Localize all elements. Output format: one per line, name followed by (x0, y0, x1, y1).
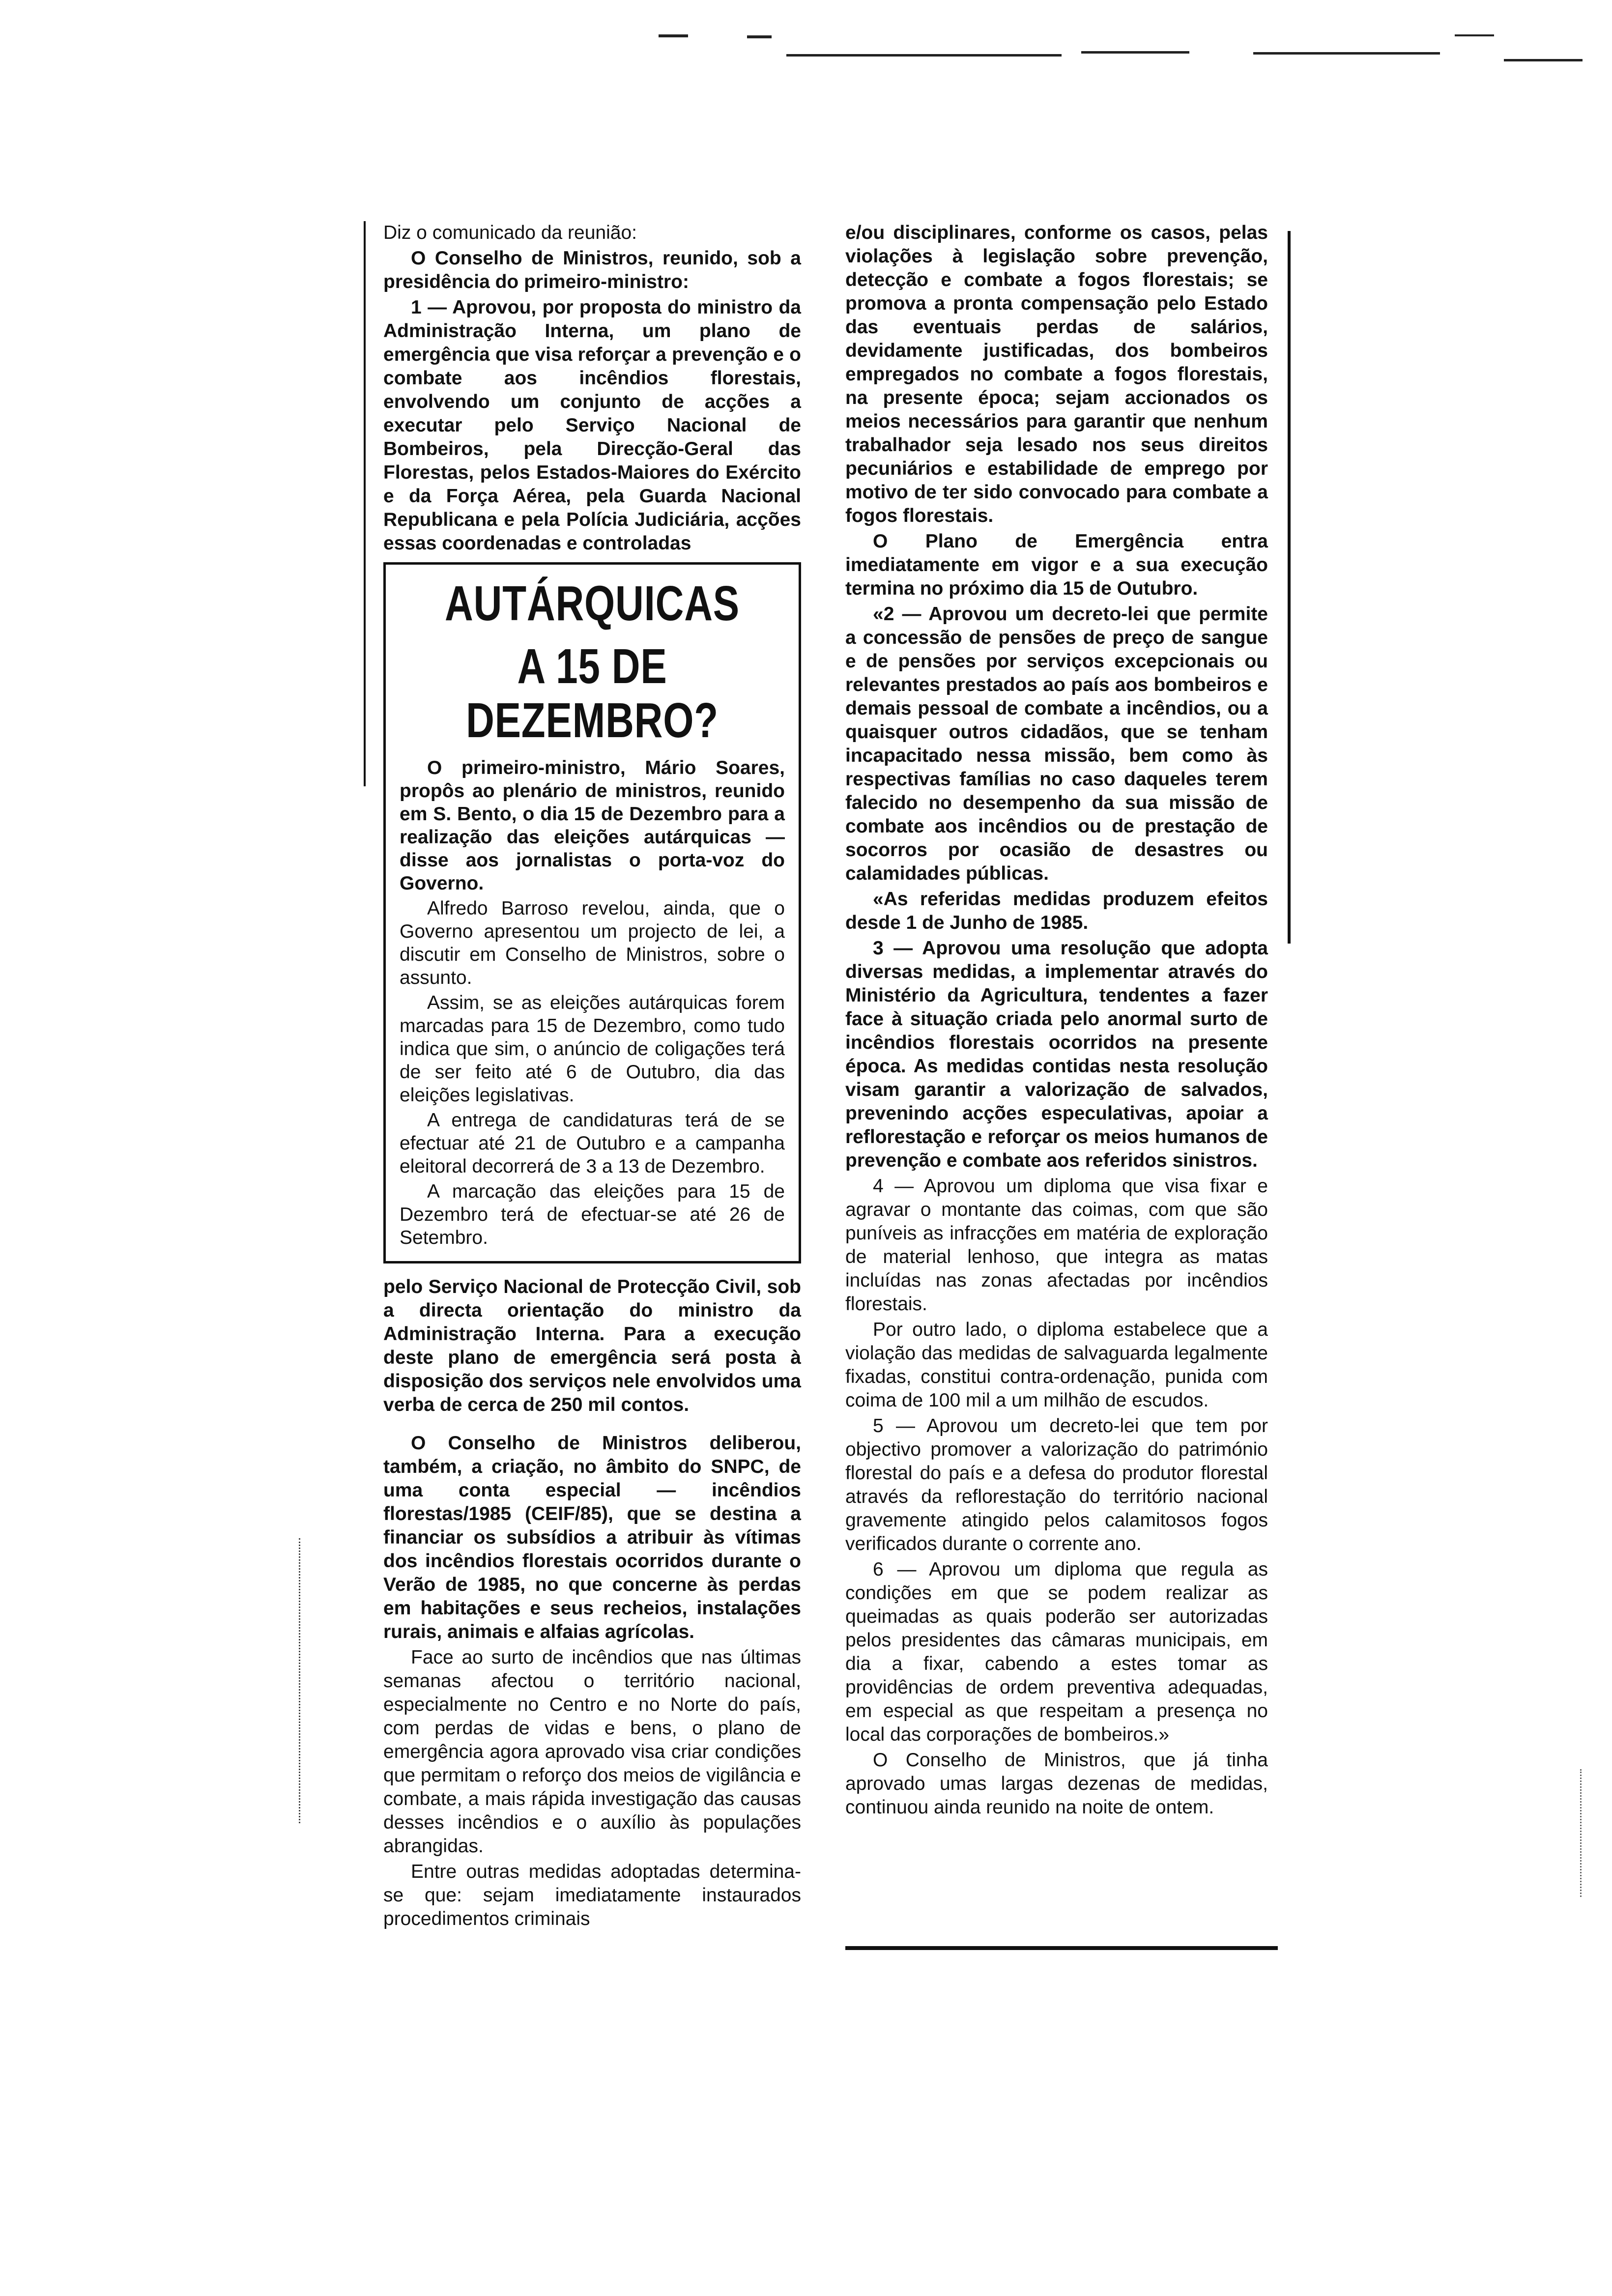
paragraph: e/ou disciplinares, conforme os casos, pelas violações à legislação sobre prevenção, detecção e combate a fogos florestais; se promova a pronta compensação pelo Estado das eventuais perdas de salários, devidamente justificadas, dos bombeiros empregados no combate a fogos florestais, na presente época; sejam accionados os meios necessários para garantir que nenhum trabalhador seja lesado nos seus direitos pecuniários e estabilidade de emprego por motivo de ter sido convocado para combate a fogos florestais. (845, 222, 1268, 526)
paragraph: Face ao surto de incêndios que nas últimas semanas afectou o território nacional, especialmente no Centro e no Norte do país, com perdas de vidas e bens, o plano de emergência agora aprovado visa criar condições que permitam o reforço dos meios de vigilância e combate, a mais rápida investigação das causas desses incêndios e o auxílio às populações abrangidas. (383, 1647, 801, 1857)
paragraph: «As referidas medidas produzem efeitos desde 1 de Junho de 1985. (845, 889, 1268, 933)
edge-dots (299, 1538, 303, 1823)
column-rule-right (1288, 231, 1291, 944)
paragraph: O Conselho de Ministros deliberou, também, a criação, no âmbito do SNPC, de uma conta especial — incêndios florestas/1985 (CEIF/85), que se destina a financiar os subsídios a atribuir às vítimas dos incêndios florestais ocorridos durante o Verão de 1985, no que concerne às perdas em habitações e seus recheios, instalações rurais, animais e alfaias agrícolas. (383, 1433, 801, 1642)
paragraph: 1 — Aprovou, por proposta do ministro da Administração Interna, um plano de emergência que visa reforçar a prevenção e o combate aos incêndios florestais, envolvendo um conjunto de acções a executar pelo Serviço Nacional de Bombeiros, pela Direcção-Geral das Florestas, pelos Estados-Maiores do Exército e da Força Aérea, pela Guarda Nacional Republicana e pela Polícia Judiciária, acções essas coordenadas e controladas (383, 297, 801, 554)
paragraph: 4 — Aprovou um diploma que visa fixar e agravar o montante das coimas, com que são puníveis as infracções em matéria de exploração de material lenhoso, que integra as matas incluídas nas zonas afectadas por incêndios florestais. (845, 1176, 1268, 1315)
boxed-sidebar-article (383, 562, 801, 1263)
paragraph: 5 — Aprovou um decreto-lei que tem por objectivo promover a valorização do património florestal do país e a defesa do produtor florestal através da reflorestação do território nacional gravemente atingido pelos calamitosos fogos verificados durante o corrente ano. (845, 1415, 1268, 1554)
paragraph: 3 — Aprovou uma resolução que adopta diversas medidas, a implementar através do Ministério da Agricultura, tendentes a fazer face à situação criada pelo anormal surto de incêndios florestais ocorridos na presente época. As medidas contidas nesta resolução visam garantir a valorização de salvados, prevenindo acções especulativas, apoiar a reflorestação e reforçar os meios humanos de prevenção e combate aos referidos sinistros. (845, 938, 1268, 1171)
paragraph: Por outro lado, o diploma estabelece que a violação das medidas de salvaguarda legalmente fixadas, constitui contra-ordenação, punida com coima de 100 mil a um milhão de escudos. (845, 1319, 1268, 1411)
left-column (383, 221, 801, 1933)
paragraph: Entre outras medidas adoptadas determina-se que: sejam imediatamente instaurados procedimentos criminais (383, 1861, 801, 1929)
paragraph: Diz o comunicado da reunião: (383, 222, 637, 243)
paragraph: O Conselho de Ministros, que já tinha aprovado umas largas dezenas de medidas, continuou ainda reunido na noite de ontem. (845, 1750, 1268, 1818)
paragraph: O Conselho de Ministros, reunido, sob a presidência do primeiro-ministro: (383, 248, 801, 292)
box-headline-line1: AUTÁRQUICAS (445, 576, 740, 631)
box-paragraph: A entrega de candidaturas terá de se efectuar até 21 de Outubro e a campanha eleitoral decorrerá de 3 a 13 de Dezembro. (400, 1110, 785, 1177)
paragraph: «2 — Aprovou um decreto-lei que permite a concessão de pensões de preço de sangue e de pensões por serviços excepcionais ou relevantes prestados ao país aos bombeiros e demais pessoal de combate a incêndios, ou a quaisquer outros cidadãos, que se tenham incapacitado nessa missão, bem como às respectivas famílias no caso daqueles terem falecido no desempenho da sua missão de combate aos incêndios ou de prestação de socorros por ocasião de desastres ou calamidades públicas. (845, 603, 1268, 884)
paragraph: O Plano de Emergência entra imediatamente em vigor e a sua execução termina no próximo dia 15 de Outubro. (845, 531, 1268, 599)
box-paragraph: Alfredo Barroso revelou, ainda, que o Governo apresentou um projecto de lei, a discutir em Conselho de Ministros, sobre o assunto. (400, 898, 785, 988)
newspaper-clipping (364, 221, 1268, 1929)
paragraph: 6 — Aprovou um diploma que regula as condições em que se podem realizar as queimadas as quais poderão ser autorizadas pelos presidentes das câmaras municipais, em dia a fixar, cabendo a estes tomar as providências de ordem preventiva adequadas, em especial as que respeitam a presença no local das corporações de bombeiros.» (845, 1559, 1268, 1745)
box-headline-line2: A 15 DE DEZEMBRO? (466, 639, 719, 748)
box-paragraph: O primeiro-ministro, Mário Soares, propôs ao plenário de ministros, reunido em S. Bento, o dia 15 de Dezembro para a realização das eleições autárquicas — disse aos jornalistas o porta-voz do Governo. (400, 757, 785, 894)
right-column (845, 221, 1268, 1821)
scan-edge-marks (639, 20, 1602, 59)
edge-dots-right (1580, 1769, 1583, 1897)
box-paragraph: Assim, se as eleições autárquicas forem marcadas para 15 de Dezembro, como tudo indica que sim, o anúncio de coligações terá de ser feito até 6 de Outubro, dia das eleições legislativas. (400, 992, 785, 1106)
bottom-rule (845, 1946, 1278, 1950)
box-paragraph: A marcação das eleições para 15 de Dezembro terá de efectuar-se até 26 de Setembro. (400, 1181, 785, 1248)
paragraph: pelo Serviço Nacional de Protecção Civil, sob a directa orientação do ministro da Administração Interna. Para a execução deste plano de emergência será posta à disposição dos serviços nele envolvidos uma verba de cerca de 250 mil contos. (383, 1276, 801, 1415)
